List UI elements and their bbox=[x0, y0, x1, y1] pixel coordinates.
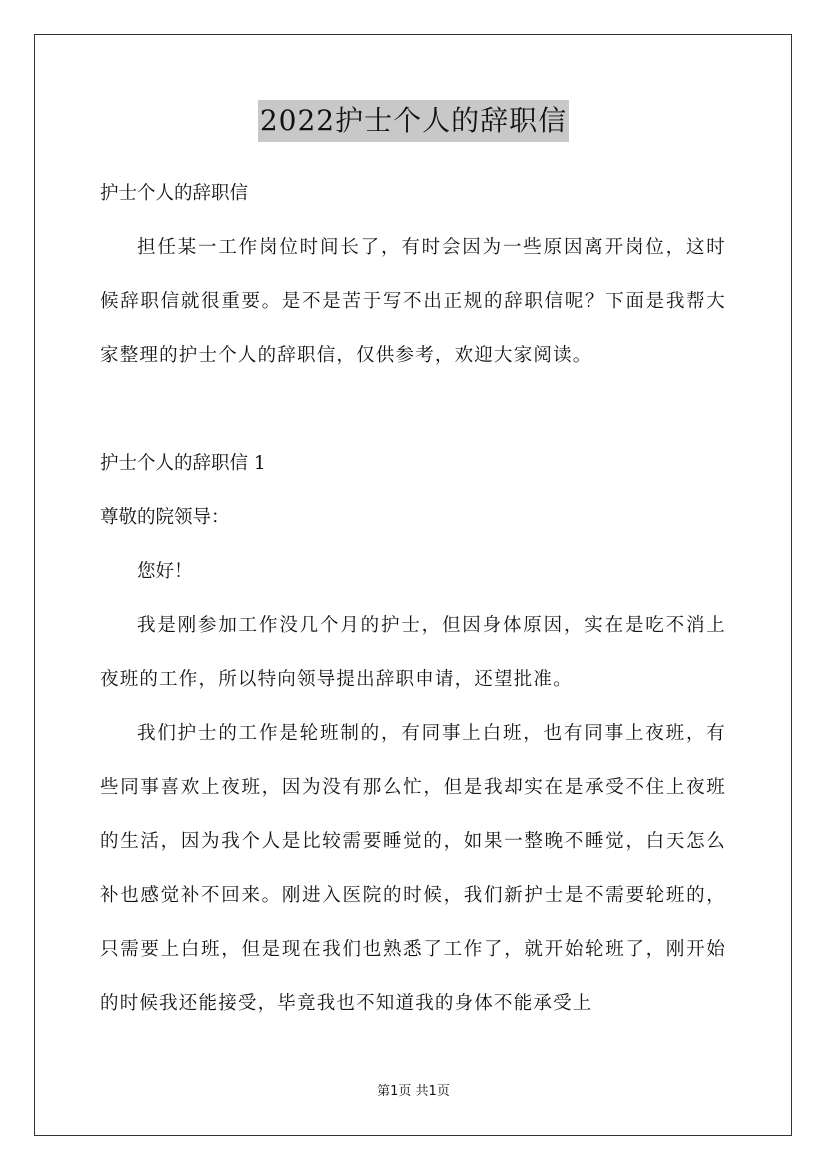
document-subtitle: 护士个人的辞职信 bbox=[100, 183, 249, 204]
document-body bbox=[100, 167, 726, 1031]
document-title-text: 2022护士个人的辞职信 bbox=[258, 100, 569, 142]
letter-heading: 护士个人的辞职信 1 bbox=[100, 453, 266, 474]
intro-paragraph: 担任某一工作岗位时间长了，有时会因为一些原因离开岗位，这时候辞职信就很重要。是不是苦于写不出正规的辞职信呢？下面是我帮大家整理的护士个人的辞职信，仅供参考，欢迎大家阅读。 bbox=[100, 237, 726, 366]
body-paragraph-2: 我们护士的工作是轮班制的，有同事上白班，也有同事上夜班，有些同事喜欢上夜班，因为没有那么忙，但是我却实在是承受不住上夜班的生活，因为我个人是比较需要睡觉的，如果一整晚不睡觉，白天怎么补也感觉补不回来。刚进入医院的时候，我们新护士是不需要轮班的，只需要上白班，但是现在我们也熟悉了工作了，就开始轮班了，刚开始的时候我还能接受，毕竟我也不知道我的身体不能承受上 bbox=[100, 723, 726, 1014]
blank-line bbox=[100, 383, 726, 437]
document-title bbox=[0, 100, 827, 142]
page-number-footer: 第1页 共1页 bbox=[377, 1084, 450, 1099]
salutation: 尊敬的院领导： bbox=[100, 507, 230, 528]
greeting: 您好！ bbox=[137, 561, 193, 582]
body-paragraph-1: 我是刚参加工作没几个月的护士，但因身体原因，实在是吃不消上夜班的工作，所以特向领导提出辞职申请，还望批准。 bbox=[100, 615, 726, 690]
